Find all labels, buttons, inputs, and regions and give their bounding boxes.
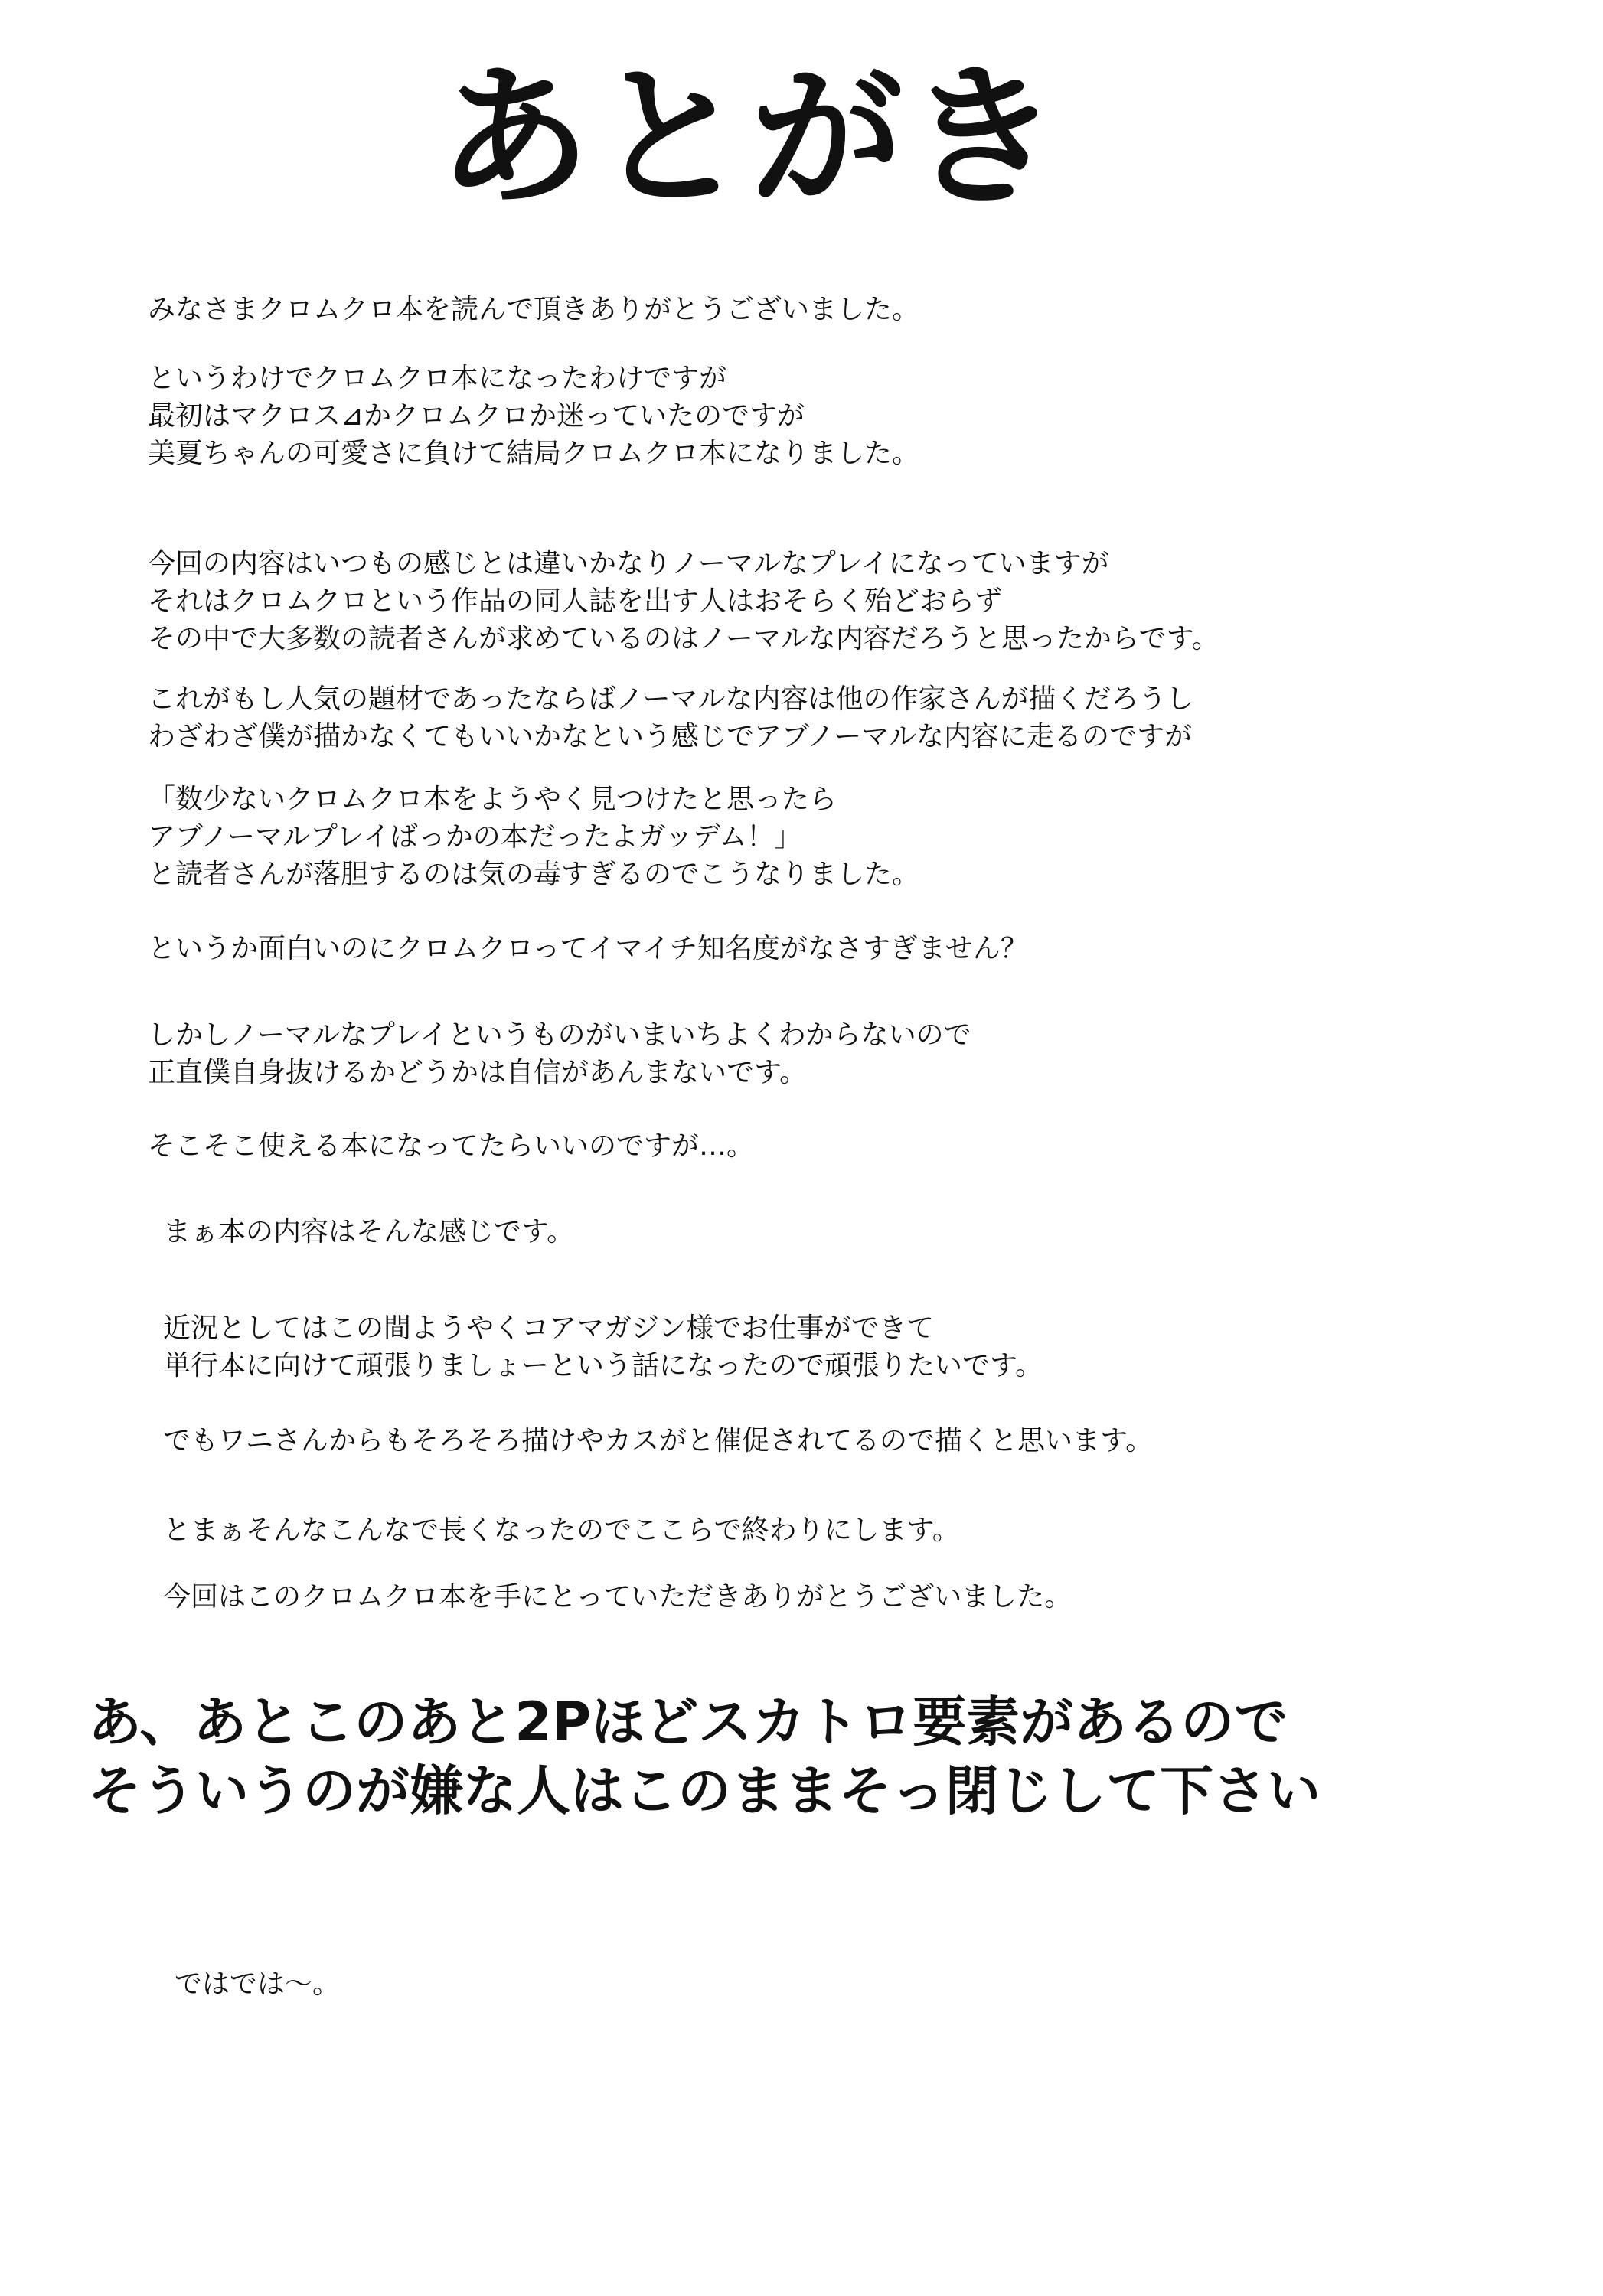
paragraph-content: [148, 545, 1219, 657]
paragraph-quote: [148, 781, 919, 893]
text-line: そこそこ使える本になってたらいいのですが…。: [148, 1130, 755, 1162]
page-title: あとがき: [437, 47, 1063, 227]
paragraph-recognition: [148, 930, 1028, 967]
text-line: とまぁそんなこんなで長くなったのでここらで終わりにします。: [163, 1515, 960, 1546]
text-line: 単行本に向けて頑張りましょーという話になったので頑張りたいです。: [163, 1350, 1043, 1381]
text-line: というわけでクロムクロ本になったわけですが: [148, 363, 727, 394]
paragraph-usable: [148, 1127, 754, 1165]
text-line: というか面白いのにクロムクロってイマイチ知名度がなさすぎません？: [148, 933, 1028, 964]
paragraph-greeting: [148, 291, 919, 328]
paragraph-popular-theme: [148, 680, 1194, 755]
text-line: これがもし人気の題材であったならばノーマルな内容は他の作家さんが描くだろうし: [148, 683, 1194, 715]
text-line: ではでは～。: [175, 1968, 341, 2000]
text-line: 「数少ないクロムクロ本をようやく見つけたと思ったら: [148, 784, 837, 815]
text-line: 最初はマクロス⊿かクロムクロか迷っていたのですが: [148, 400, 805, 432]
paragraph-summary: [163, 1213, 574, 1251]
text-line: その中で大多数の読者さんが求めているのはノーマルな内容だろうと思ったからです。: [148, 623, 1219, 654]
text-line: わざわざ僕が描かなくてもいいかなという感じでアブノーマルな内容に走るのですが: [148, 721, 1193, 752]
text-line: 正直僕自身抜けるかどうかは自信があんまないです。: [148, 1057, 808, 1088]
paragraph-normal-play: [148, 1016, 971, 1091]
content-warning: [88, 1688, 1321, 1825]
warning-line: そういうのが嫌な人はこのままそっ閉じして下さい: [88, 1760, 1321, 1822]
text-line: しかしノーマルなプレイというものがいまいちよくわからないので: [148, 1019, 971, 1051]
paragraph-ending: [163, 1512, 960, 1549]
text-line: それはクロムクロという作品の同人誌を出す人はおそらく殆どおらず: [148, 585, 1003, 617]
text-line: でもワニさんからもそろそろ描けやカスがと催促されてるので描くと思います。: [163, 1425, 1154, 1456]
paragraph-thanks: [163, 1578, 1072, 1616]
text-line: と読者さんが落胆するのは気の毒すぎるのでこうなりました。: [148, 859, 920, 890]
text-line: 近況としてはこの間ようやくコアマガジン様でお仕事ができて: [163, 1313, 935, 1344]
warning-line: あ、あとこのあと2Pほどスカトロ要素があるので: [88, 1691, 1288, 1753]
text-line: 今回の内容はいつもの感じとは違いかなりノーマルなプレイになっていますが: [148, 548, 1109, 579]
text-line: みなさまクロムクロ本を読んで頂きありがとうございました。: [148, 294, 920, 325]
text-line: 美夏ちゃんの可愛さに負けて結局クロムクロ本になりました。: [148, 438, 920, 469]
paragraph-news: [163, 1309, 1043, 1384]
paragraph-choice: [148, 360, 919, 472]
closing-text: [175, 1965, 340, 2003]
text-line: アブノーマルプレイばっかの本だったよガッデム！」: [148, 821, 802, 853]
text-line: 今回はこのクロムクロ本を手にとっていただきありがとうございました。: [163, 1581, 1072, 1613]
paragraph-wani: [163, 1422, 1153, 1459]
text-line: まぁ本の内容はそんな感じです。: [163, 1216, 575, 1247]
